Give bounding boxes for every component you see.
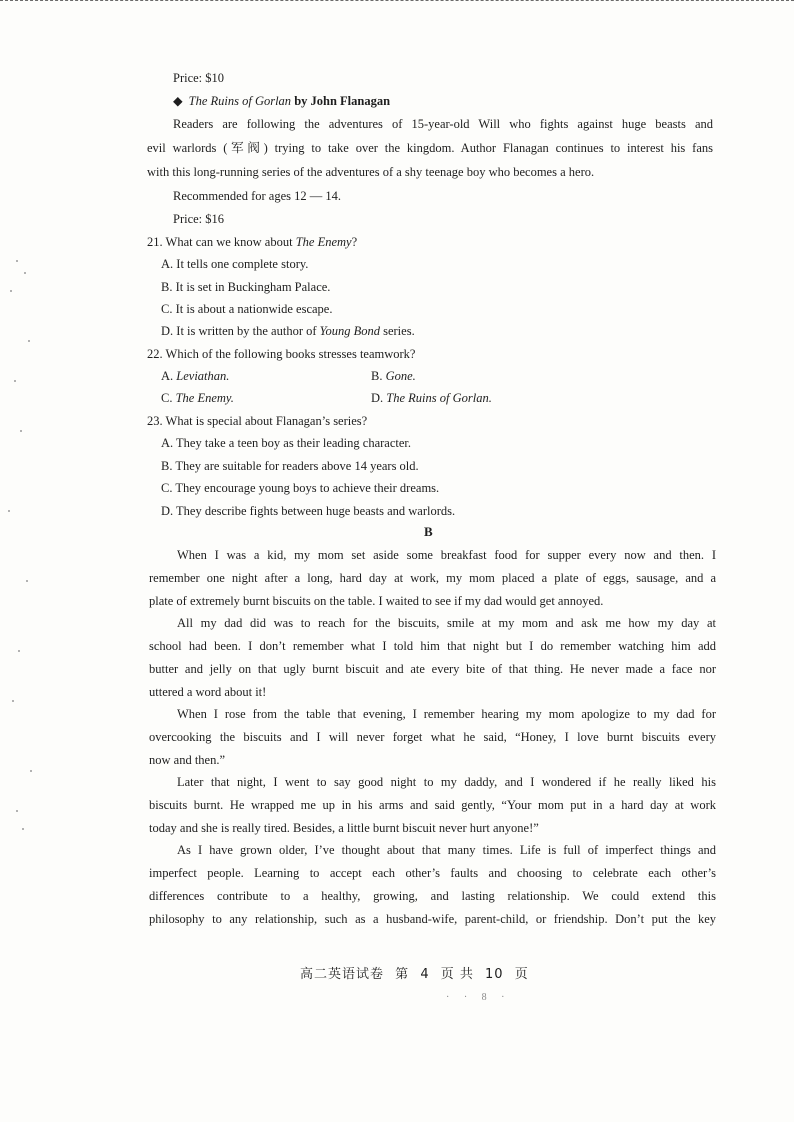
q21-option-d-title: Young Bond [319,324,380,338]
passage-p4-line-2: biscuits burnt. He wrapped me up in his arms and said gently, “Your mom put in a hard day at work [149,798,716,812]
scan-specks-left [6,250,36,850]
q23-option-d: D. They describe fights between huge beasts and warlords. [161,504,456,518]
footer-page-prefix: 第 [395,967,410,982]
q23-option-b: B. They are suitable for readers above 14 years old. [161,459,419,473]
q22-option-a-title: Leviathan. [176,369,230,383]
passage-p3-line-1: When I rose from the table that evening, I remember hearing my mom apologize to my dad for [177,707,716,721]
scan-smudge: · · 8 · [446,992,511,1003]
q22-option-a-label: A. [161,369,177,383]
book-title-line [173,93,390,109]
passage-p5-line-4: philosophy to any relationship, such as a husband-wife, parent-child, or friendship. Don’t put the key [149,912,716,926]
q21-option-b: B. It is set in Buckingham Palace. [161,280,331,294]
passage-p3-line-3: now and then.” [149,753,226,767]
passage-p1-line-3: plate of extremely burnt biscuits on the table. I waited to see if my dad would get annoyed. [149,594,604,608]
book-ages: Recommended for ages 12 — 14. [173,189,342,203]
section-b-heading: B [424,524,433,539]
passage-p1-line-1: When I was a kid, my mom set aside some breakfast food for supper every now and then. I [177,548,716,562]
footer-subject: 高二英语试卷 [300,967,385,982]
passage-p4-line-1: Later that night, I went to say good night to my daddy, and I wondered if he really liked his [177,775,716,789]
footer-page-suffix: 页 [514,967,529,982]
passage-p2-line-3: butter and jelly on that ugly burnt biscuit and ate every bite of that thing. He never made a face nor [149,662,716,676]
passage-p5-line-3: differences contribute to a healthy, growing, and lasting relationship. We could extend this [149,889,716,903]
q22-option-d-title: The Ruins of Gorlan. [386,391,492,405]
prev-book-price: Price: $10 [173,71,225,85]
book-desc-line-3: with this long-running series of the adventures of a shy teenage boy who becomes a hero. [147,165,595,179]
q21-option-d-text: D. It is written by the author of [161,324,320,338]
question-22-stem: 22. Which of the following books stresses teamwork? [147,347,416,361]
q23-option-a: A. They take a teen boy as their leading character. [161,436,412,450]
book-author: by John Flanagan [291,94,391,108]
question-21-stem [147,234,357,250]
q22-option-b-title: Gone. [385,369,416,383]
q22-option-b-label: B. [371,369,386,383]
footer-page-total: 10 [485,967,504,982]
q22-option-c [161,390,234,406]
footer-page-mid: 页 共 [440,967,474,982]
q22-option-c-title: The Enemy. [175,391,234,405]
book-desc-line-1: Readers are following the adventures of 15-year-old Will who fights against huge beasts and [173,117,713,131]
q21-stem-title: The Enemy [295,235,352,249]
book-desc-line-2: evil warlords (军阀) trying to take over the kingdom. Author Flanagan continues to interest his fans [147,141,713,155]
passage-p4-line-3: today and she is really tired. Besides, a little burnt biscuit never hurt anyone!” [149,821,539,835]
q22-option-a [161,368,229,384]
q22-option-d-label: D. [371,391,387,405]
footer-page-number: 4 [420,967,430,982]
q21-option-d [161,323,415,339]
q21-option-c: C. It is about a nationwide escape. [161,302,333,316]
passage-p5-line-1: As I have grown older, I’ve thought about that many times. Life is full of imperfect things and [177,843,716,857]
passage-p3-line-2: overcooking the biscuits and I will never forget what he said, “Honey, I love burnt biscuits every [149,730,716,744]
q21-option-d-end: series. [379,324,415,338]
passage-p5-line-2: imperfect people. Learning to accept each other’s faults and choosing to celebrate each other’s [149,866,716,880]
q21-option-a: A. It tells one complete story. [161,257,309,271]
passage-p1-line-2: remember one night after a long, hard day at work, my mom placed a plate of eggs, sausage, and a [149,571,716,585]
q22-option-b [371,368,416,384]
book-title: The Ruins of Gorlan [188,94,292,108]
q21-stem-text: 21. What can we know about [147,235,296,249]
passage-p2-line-4: uttered a word about it! [149,685,267,699]
q22-option-d [371,390,492,406]
passage-p2-line-1: All my dad did was to reach for the biscuits, smile at my mom and ask me how my day at [177,616,716,630]
q23-option-c: C. They encourage young boys to achieve their dreams. [161,481,440,495]
page-top-edge [0,0,794,3]
passage-p2-line-2: school had been. I don’t remember what I told him that night but I do remember watching him add [149,639,716,653]
diamond-bullet-icon: ◆ [173,94,183,108]
book-price: Price: $16 [173,212,225,226]
q21-stem-end: ? [351,235,358,249]
question-23-stem: 23. What is special about Flanagan’s series? [147,414,368,428]
q22-option-c-label: C. [161,391,176,405]
page-footer [300,963,535,982]
